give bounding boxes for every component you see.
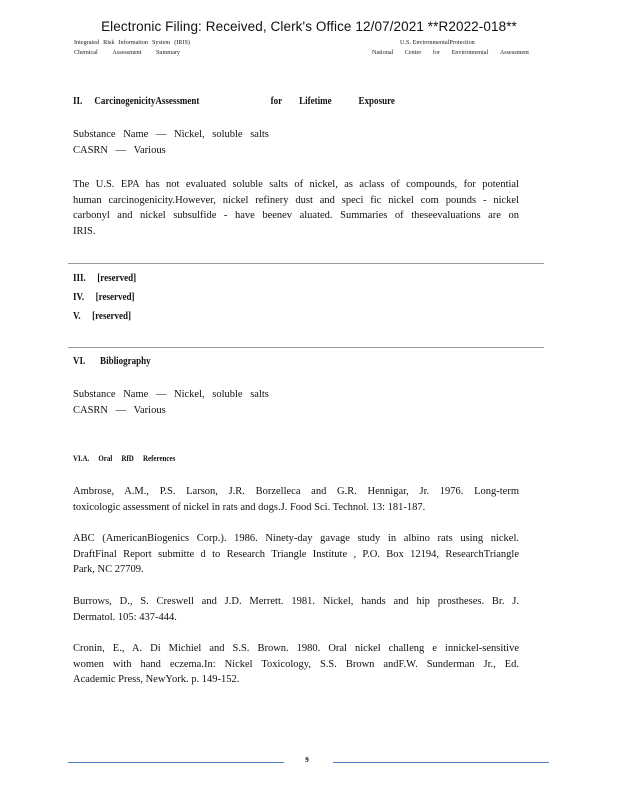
section-number: V. <box>73 310 81 322</box>
text-line: Burrows, D., S. Creswell and J.D. Merrett. 1981. Nickel, hands and hip prostheses. Br. J. <box>73 596 519 607</box>
header-word: Assessment <box>499 49 529 56</box>
reference-entry <box>73 641 519 688</box>
section-title-part: CarcinogenicityAssessment <box>94 95 200 107</box>
header-word: System <box>151 39 171 46</box>
text-line: Cronin, E., A. Di Michiel and S.S. Brown. 1980. Oral nickel challeng e innickel-sensitive <box>73 643 519 654</box>
page-number: 9 <box>305 756 309 764</box>
text-line: ABC (AmericanBiogenics Corp.). 1986. Ninety-day gavage study in albino rats using nickel. <box>73 533 519 544</box>
header-word: for <box>432 49 440 56</box>
reference-entry <box>73 594 519 625</box>
section-heading-bibliography <box>73 355 151 367</box>
section-divider <box>68 347 544 348</box>
reference-entry <box>73 484 519 515</box>
running-header-left <box>74 38 190 58</box>
header-word: Information <box>118 39 148 46</box>
section-number: VI. <box>73 355 86 367</box>
text-line: IRIS. <box>73 225 96 237</box>
section-title-part: Exposure <box>358 95 395 107</box>
header-word: Environmental <box>451 49 489 56</box>
section-number: III. <box>73 272 86 284</box>
text-line: The U.S. EPA has not evaluated soluble salts of nickel, as aclass of compounds, for potential <box>73 179 519 190</box>
reserved-label: [reserved] <box>97 272 137 284</box>
section-title-part: Lifetime <box>299 95 332 107</box>
substance-name: Substance Name — Nickel, soluble salts <box>73 129 269 140</box>
header-word: Summary <box>155 49 180 56</box>
header-word: (IRIS) <box>174 39 190 46</box>
section-divider <box>68 263 544 264</box>
text-line: carbonyl and nickel subsulfide - have beenev aluated. Summaries of theseevaluations are on <box>73 210 519 221</box>
header-word: Assessment <box>112 49 142 56</box>
reserved-heading-v <box>73 310 131 322</box>
text-line: women with hand eczema.In: Nickel Toxicology, S.S. Brown andF.W. Sunderman Jr., Ed. <box>73 658 519 670</box>
text-line: Ambrose, A.M., P.S. Larson, J.R. Borzelleca and G.R. Hennigar, Jr. 1976. Long-term <box>73 486 519 497</box>
header-word: Risk <box>103 39 115 46</box>
reserved-label: [reserved] <box>92 310 131 322</box>
footer-rule-right <box>333 762 549 763</box>
header-word: Integrated <box>74 39 100 46</box>
section-number: II. <box>73 95 83 107</box>
reference-entry <box>73 531 519 578</box>
reserved-label: [reserved] <box>95 291 135 303</box>
header-word: Center <box>404 49 422 56</box>
section-title: Bibliography <box>100 355 151 367</box>
reserved-heading-iii <box>73 272 136 284</box>
header-word: U.S. EnvironmentalProtection <box>400 39 475 46</box>
subsection-heading-oral-rfd: VI.A. Oral RfD References <box>73 453 176 463</box>
text-line: Dermatol. 105: 437-444. <box>73 611 177 623</box>
casrn: CASRN — Various <box>73 405 166 416</box>
section-number: IV. <box>73 291 85 303</box>
section-heading-carcinogenicity <box>73 95 395 107</box>
text-line: toxicologic assessment of nickel in rats and dogs.J. Food Sci. Technol. 13: 181-187. <box>73 501 426 513</box>
text-line: Academic Press, NewYork. p. 149-152. <box>73 674 240 685</box>
text-line: human carcinogenicity.However, nickel refinery dust and speci fic nickel com pounds - nickel <box>73 194 519 206</box>
carcinogenicity-paragraph <box>73 177 519 239</box>
text-line: Park, NC 27709. <box>73 564 144 575</box>
section-title-part: for <box>270 95 283 107</box>
reserved-heading-iv <box>73 291 135 303</box>
casrn: CASRN — Various <box>73 145 166 156</box>
header-word: National <box>372 49 394 56</box>
footer-rule-left <box>68 762 284 763</box>
text-line: DraftFinal Report submitte d to Research Triangle Institute , P.O. Box 12194, ResearchTriangle <box>73 548 519 560</box>
substance-name: Substance Name — Nickel, soluble salts <box>73 389 269 400</box>
header-word: Chemical <box>74 49 98 56</box>
electronic-filing-banner: Electronic Filing: Received, Clerk's Office 12/07/2021 **R2022-018** <box>101 19 517 34</box>
running-header-right <box>372 38 529 58</box>
